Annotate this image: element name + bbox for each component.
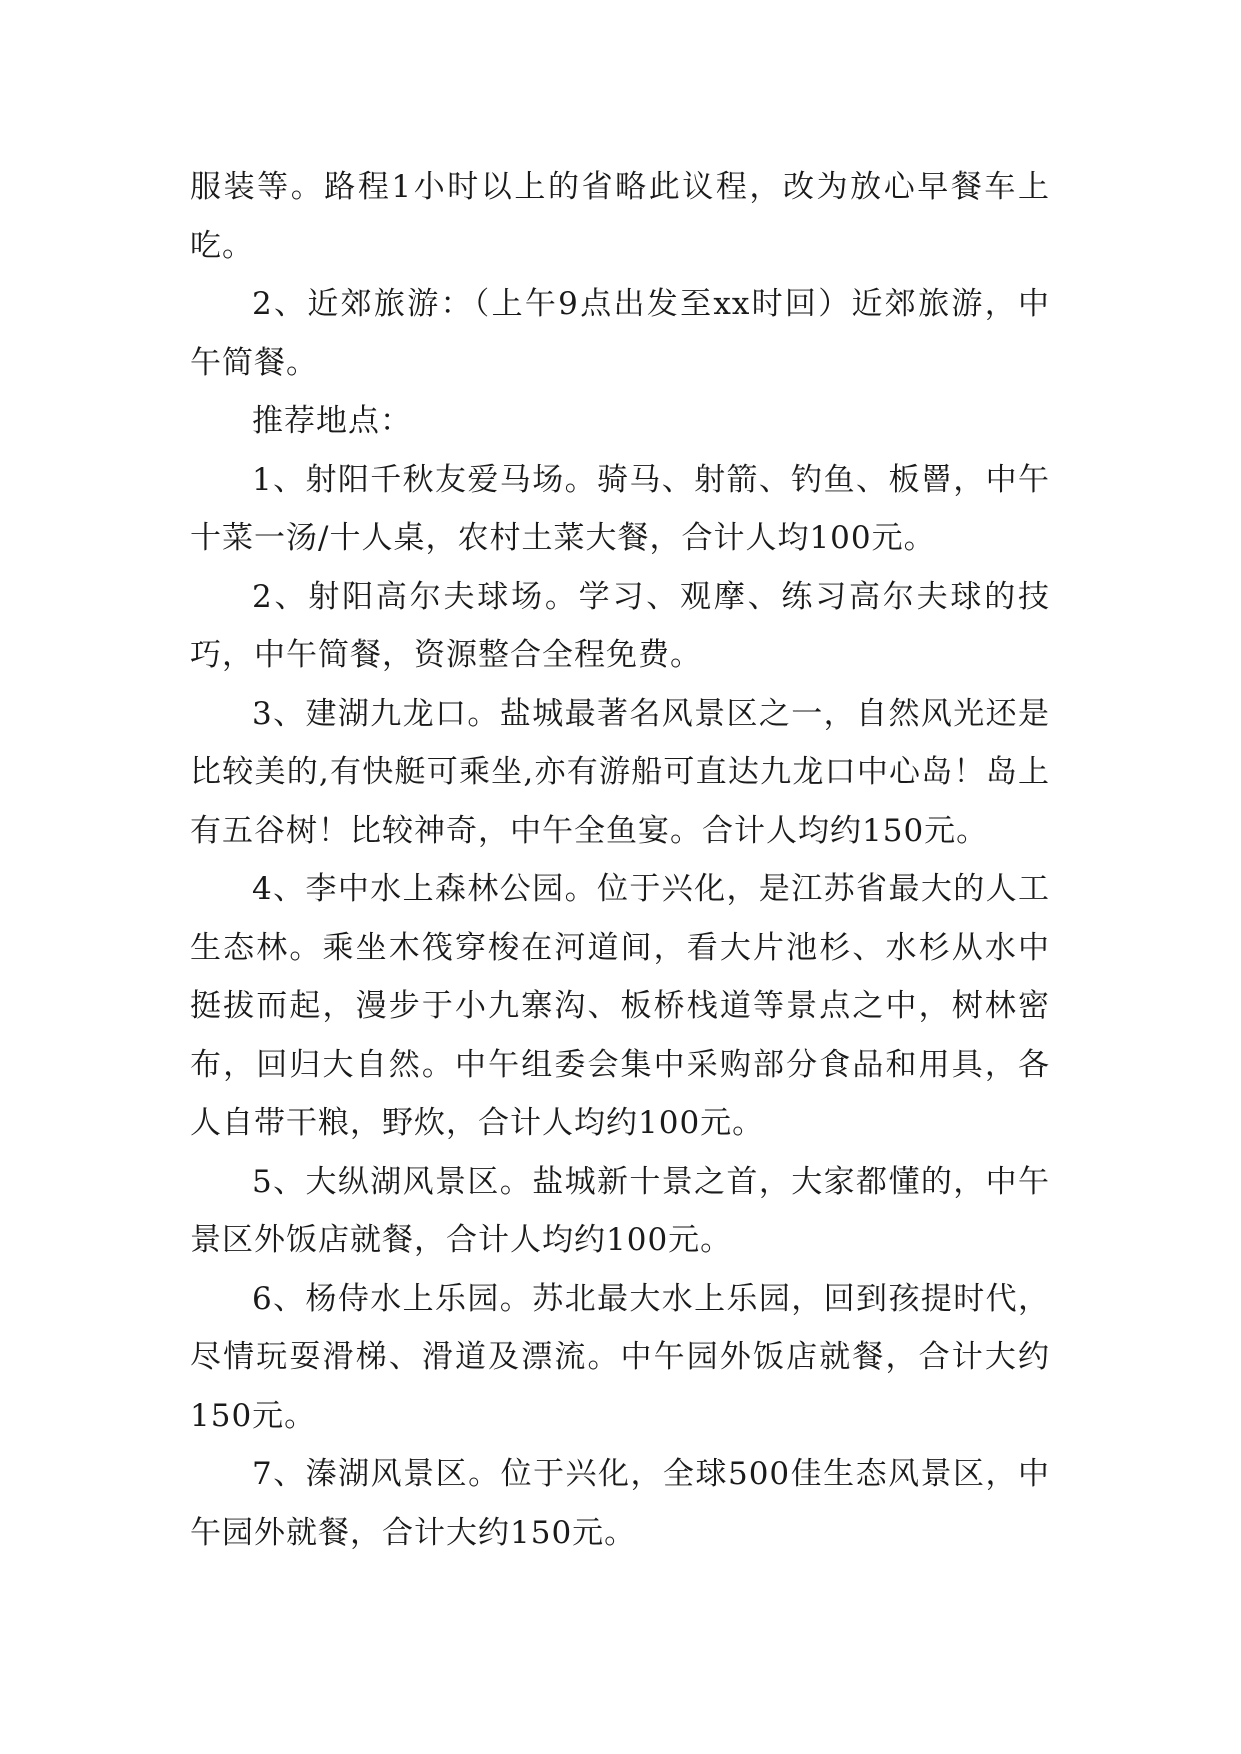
paragraph-location-1: 1、射阳千秋友爱马场。骑马、射箭、钓鱼、板罾，中午十菜一汤/十人桌，农村土菜大餐，合计人均100元。 <box>190 461 1050 556</box>
paragraph-location-5: 5、大纵湖风景区。盐城新十景之首，大家都懂的，中午景区外饭店就餐，合计人均约100元。 <box>190 1163 1050 1258</box>
paragraph-location-4: 4、李中水上森林公园。位于兴化，是江苏省最大的人工生态林。乘坐木筏穿梭在河道间，看大片池杉、水杉从水中挺拔而起，漫步于小九寨沟、板桥栈道等景点之中，树林密布，回归大自然。中午组委会集中采购部分食品和用具，各人自带干粮，野炊，合计人均约100元。 <box>190 871 1050 1141</box>
paragraph-location-3: 3、建湖九龙口。盐城最著名风景区之一，自然风光还是比较美的,有快艇可乘坐,亦有游船可直达九龙口中心岛！岛上有五谷树！比较神奇，中午全鱼宴。合计人均约150元。 <box>190 695 1050 849</box>
paragraph-location-6: 6、杨侍水上乐园。苏北最大水上乐园，回到孩提时代，尽情玩耍滑梯、滑道及漂流。中午园外饭店就餐，合计大约150元。 <box>190 1280 1050 1434</box>
paragraph-breakfast-note: 服装等。路程1小时以上的省略此议程，改为放心早餐车上吃。 <box>190 169 1050 264</box>
paragraph-recommended-heading: 推荐地点： <box>252 403 412 439</box>
paragraph-location-2: 2、射阳高尔夫球场。学习、观摩、练习高尔夫球的技巧，中午简餐，资源整合全程免费。 <box>190 578 1050 673</box>
document-body <box>190 158 1050 1562</box>
paragraph-location-7: 7、溱湖风景区。位于兴化，全球500佳生态风景区，中午园外就餐，合计大约150元。 <box>190 1456 1050 1551</box>
paragraph-suburban-tour: 2、近郊旅游：（上午9点出发至xx时回）近郊旅游，中午简餐。 <box>190 286 1050 381</box>
